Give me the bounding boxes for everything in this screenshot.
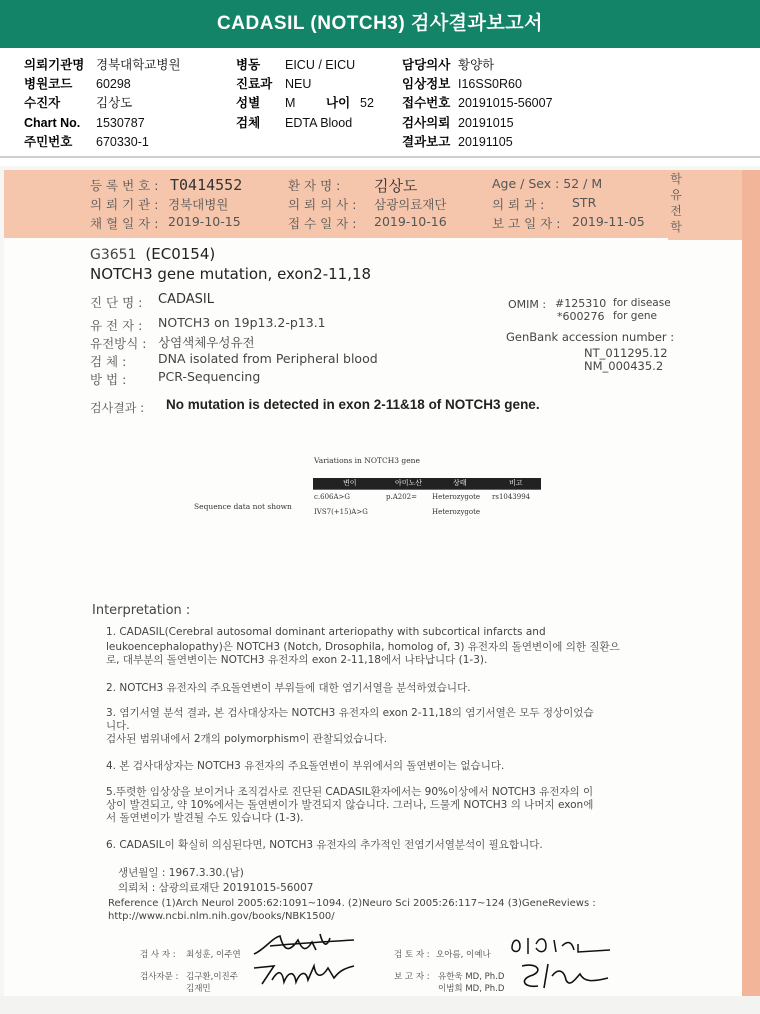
gene: NOTCH3 on 19p13.2-p13.1 (158, 315, 326, 330)
method: PCR-Sequencing (158, 369, 261, 384)
omim-disease: #125310 (555, 297, 607, 310)
report-title-bar (0, 0, 760, 48)
requester: 의뢰처 : 삼광의료재단 20191015-56007 (118, 882, 314, 894)
interpretation-line: 6. CADASIL이 확실히 의심된다면, NOTCH3 유전자의 추가적인 전염기서열분석이 필요합니다. (106, 839, 543, 851)
interpretation-line: 5.뚜렷한 임상상을 보이거나 조직검사로 진단된 CADASIL환자에서는 90%이상에서 NOTCH3 유전자의 이 (106, 786, 594, 798)
reviewer-names: 오아름, 이예나 (436, 950, 491, 960)
test-name: NOTCH3 gene mutation, exon2-11,18 (90, 265, 372, 283)
interpretation-line: 로, 대부분의 돌연변이는 NOTCH3 유전자의 exon 2-11,18에서 나타납니다 (1-3). (106, 654, 488, 666)
birth-date: 생년월일 : 1967.3.30.(남) (118, 867, 244, 879)
interpretation-line: 2. NOTCH3 유전자의 주요돌연변이 부위들에 대한 염기서열을 분석하였습니다. (106, 682, 471, 694)
requesting-institution: 경북대병원 (168, 197, 229, 212)
specimen: DNA isolated from Peripheral blood (158, 351, 378, 366)
advisor-names: 김구환,이진주 (186, 972, 238, 982)
patient-header: 의뢰기관명 경북대학교병원 병동 EICU / EICU 담당의사 황양하 병원코드 60298 진료과 NEU 임상정보 I16SS0R60 수진자 김상도 성별 M 나이 52 접수번호 20191015-56007 Chart No. 1530787 검체 EDTA Blood 검사의뢰 20191015 주민번호 670330-1 결과보고 20191105 (24, 58, 553, 149)
test-code: G3651 (EC0154) (90, 245, 216, 263)
interpretation-line: 상이 발견되고, 약 10%에서는 돌연변이가 발견되지 않습니다. 그러나, 드물게 NOTCH3 의 나머지 exon에 (106, 799, 594, 811)
genbank-nt: NT_011295.12 (584, 346, 668, 360)
omim-gene: *600276 (557, 310, 605, 323)
interpretation-line: 3. 염기서열 분석 결과, 본 검사대상자는 NOTCH3 유전자의 exon 2-11,18의 염기서열은 모두 정상이었습 (106, 707, 594, 719)
interpretation-line: 4. 본 검사대상자는 NOTCH3 유전자의 주요돌연변이 부위에서의 돌연변이는 없습니다. (106, 760, 505, 772)
table-row: c.606A>G (314, 493, 351, 501)
reporter-names: 유한욱 MD, Ph.D (438, 972, 505, 982)
report-title: CADASIL (NOTCH3) 검사결과보고서 (217, 13, 543, 34)
page-edge-strip (742, 170, 760, 996)
referring-dept: STR (572, 195, 597, 210)
header-field: 의뢰기관명 (24, 58, 85, 72)
reference: Reference (1)Arch Neurol 2005:62:1091~1094. (2)Neuro Sci 2005:26:117~124 (3)GeneReviews : (108, 898, 596, 909)
reviewer-signature-icon (506, 930, 616, 960)
collection-date: 2019-10-15 (168, 214, 241, 229)
age-label: 나이 (326, 96, 351, 110)
requesting-doctor: 삼광의료재단 (374, 197, 447, 212)
interpretation-line: 1. CADASIL(Cerebral autosomal dominant arteriopathy with subcortical infarcts and (106, 626, 546, 638)
tester-names: 최성훈, 이주연 (186, 950, 241, 960)
page-bottom-strip (0, 996, 760, 1014)
report-date: 2019-11-05 (572, 214, 645, 229)
sequence-note: Sequence data not shown (194, 502, 292, 511)
variations-title: Variations in NOTCH3 gene (314, 456, 420, 465)
variations-table-header: 변이 아미노산 상태 비고 (313, 478, 541, 489)
interpretation-line: 검사된 범위내에서 2개의 polymorphism이 관찰되었습니다. (106, 733, 388, 745)
reference-url: http://www.ncbi.nlm.nih.gov/books/NBK1500/ (108, 911, 335, 922)
inheritance: 상염색체우성유전 (158, 335, 255, 350)
genbank-nm: NM_000435.2 (584, 359, 664, 373)
received-date: 2019-10-16 (374, 214, 447, 229)
table-row: IVS7(+15)A>G (314, 508, 368, 516)
result-text: No mutation is detected in exon 2-11&18 of NOTCH3 gene. (166, 397, 540, 412)
diagnosis: CADASIL (158, 292, 214, 307)
interpretation-line: 니다. (106, 720, 130, 732)
interpretation-line: leukoencephalopathy)은 NOTCH3 (Notch, Drosophila, homolog of, 3) 유전자의 돌연변이에 의한 질환으 (106, 641, 620, 653)
age-value: 52 (360, 96, 374, 110)
registration-number: T0414552 (170, 176, 243, 194)
advisor-signature-icon (250, 956, 360, 992)
interpretation-line: 서 돌연변이가 발견될 수도 있습니다 (1-3). (106, 812, 304, 824)
interpretation-title: Interpretation : (92, 603, 191, 618)
patient-name: 김상도 (374, 177, 418, 195)
reporter-signature-icon (514, 958, 614, 994)
age-sex: Age / Sex : 52 / M (492, 176, 603, 191)
header-divider (0, 156, 760, 158)
header-value: 경북대학교병원 (96, 58, 181, 72)
